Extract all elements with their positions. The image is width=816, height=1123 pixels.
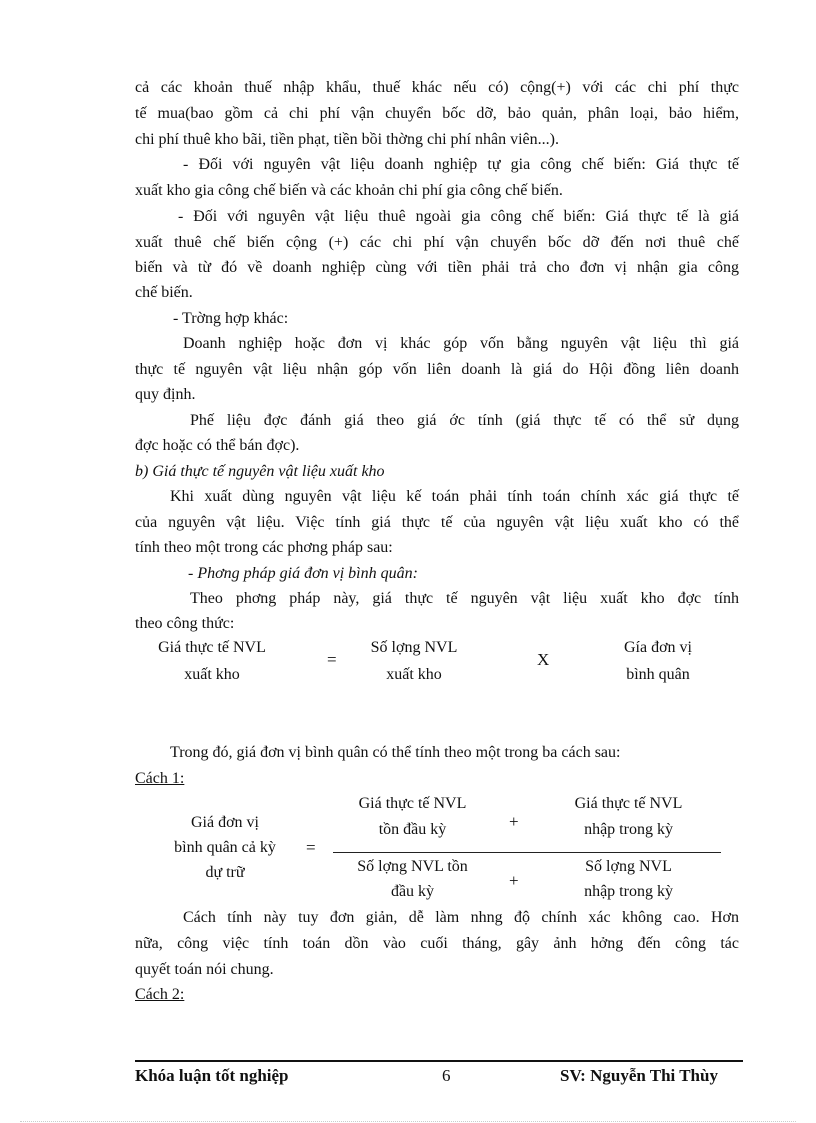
paragraph-line: nữa, công việc tính toán dồn vào cuối tháng, gây ảnh hởng đến công tác	[135, 935, 739, 952]
paragraph-line: - Đối với nguyên vật liệu thuê ngoài gia công chế biến: Giá thực tế là giá	[178, 208, 739, 225]
paragraph-line: quyết toán nói chung.	[135, 961, 274, 978]
denominator-term: nhập trong kỳ	[584, 883, 673, 900]
section-heading: b) Giá thực tế nguyên vật liệu xuất kho	[135, 463, 385, 480]
numerator-term: tồn đầu kỳ	[378, 821, 447, 838]
paragraph-line: xuất thuê chế biến cộng (+) các chi phí vận chuyển bốc dỡ đến nơi thuê chế	[135, 234, 739, 251]
multiply-sign: X	[537, 650, 550, 669]
footer-student-name: SV: Nguyễn Thi Thùy	[560, 1066, 718, 1085]
paragraph-line: cả các khoản thuế nhập khẩu, thuế khác nếu có) cộng(+) với các chi phí thực	[135, 79, 739, 96]
paragraph-line: Khi xuất dùng nguyên vật liệu kế toán phải tính toán chính xác giá thực tế	[170, 488, 739, 505]
formula-term: dự trữ	[205, 864, 245, 881]
footer-rule	[135, 1060, 743, 1062]
formula-term: Giá thực tế NVL	[158, 639, 266, 656]
equals-sign: =	[327, 650, 337, 669]
numerator-term: Giá thực tế NVL	[574, 795, 683, 812]
paragraph-line: thực tế nguyên vật liệu nhận góp vốn liên doanh là giá do Hội đồng liên doanh	[135, 361, 739, 378]
paragraph-line: Cách tính này tuy đơn giản, dễ làm nhng độ chính xác không cao. Hơn	[183, 909, 739, 926]
paragraph-line: Phế liệu đợc đánh giá theo giá ớc tính (giá thực tế có thể sử dụng	[190, 412, 739, 429]
paragraph-line: - Trờng hợp khác:	[173, 310, 289, 327]
paragraph-line: biến và từ đó về doanh nghiệp cùng với tiền phải trả cho đơn vị nhận gia công	[135, 259, 739, 276]
formula-term: xuất kho	[386, 666, 442, 683]
paragraph-line: tính theo một trong các phơng pháp sau:	[135, 539, 393, 556]
paragraph-line: chi phí thuê kho bãi, tiền phạt, tiền bồi thờng chi phí nhân viên...).	[135, 131, 559, 148]
paragraph-line: đợc hoặc có thể bán đợc).	[135, 437, 300, 454]
page-edge-dots	[20, 1121, 796, 1122]
numerator-term: Giá thực tế NVL	[358, 795, 467, 812]
plus-sign: +	[509, 812, 519, 831]
paragraph-line: chế biến.	[135, 284, 193, 301]
formula-term: Giá đơn vị	[190, 814, 259, 831]
denominator-term: Số lợng NVL	[585, 858, 672, 875]
paragraph-line: theo công thức:	[135, 615, 235, 632]
footer-thesis-label: Khóa luận tốt nghiệp	[135, 1066, 289, 1085]
paragraph-line: xuất kho gia công chế biến và các khoản chi phí gia công chế biến.	[135, 182, 563, 199]
paragraph-line: Theo phơng pháp này, giá thực tế nguyên vật liệu xuất kho đợc tính	[190, 590, 739, 607]
formula-term: xuất kho	[184, 666, 240, 683]
paragraph-line: của nguyên vật liệu. Việc tính giá thực tế của nguyên vật liệu xuất kho có thể	[135, 514, 739, 531]
denominator-term: Số lợng NVL tồn	[357, 858, 468, 875]
fraction-bar	[333, 852, 721, 853]
plus-sign: +	[509, 871, 519, 890]
formula-term: bình quân	[626, 666, 690, 683]
equals-sign: =	[306, 838, 316, 857]
numerator-term: nhập trong kỳ	[584, 821, 673, 838]
method-heading: - Phơng pháp giá đơn vị bình quân:	[188, 565, 418, 582]
denominator-term: đầu kỳ	[390, 883, 435, 900]
paragraph-line: Trong đó, giá đơn vị bình quân có thể tính theo một trong ba cách sau:	[170, 744, 621, 761]
paragraph-line: quy định.	[135, 386, 196, 403]
page-number: 6	[442, 1066, 451, 1085]
paragraph-line: tế mua(bao gồm cả chi phí vận chuyển bốc dỡ, bảo quản, phân loại, bảo hiểm,	[135, 105, 739, 122]
formula-term: bình quân cả kỳ	[174, 839, 276, 856]
formula-term: Số lợng NVL	[370, 639, 458, 656]
formula-term: Gía đơn vị	[623, 639, 692, 656]
method-label: Cách 1:	[135, 770, 185, 787]
paragraph-line: Doanh nghiệp hoặc đơn vị khác góp vốn bằng nguyên vật liệu thì giá	[183, 335, 739, 352]
method-label: Cách 2:	[135, 986, 185, 1003]
paragraph-line: - Đối với nguyên vật liệu doanh nghiệp tự gia công chế biến: Giá thực tế	[183, 156, 739, 173]
